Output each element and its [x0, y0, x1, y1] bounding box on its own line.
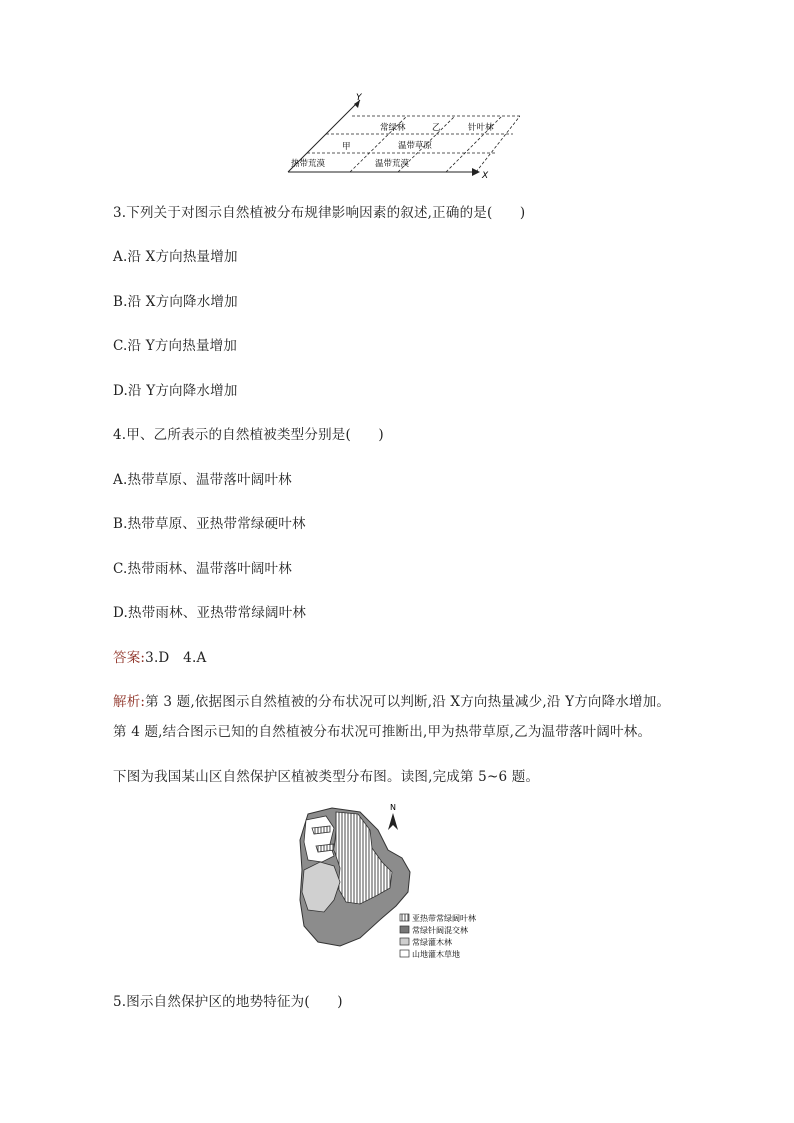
axis-x-label: X	[482, 171, 489, 180]
q3-option-b: B.沿 X方向降水增加	[113, 294, 238, 310]
answer-line	[113, 646, 206, 666]
cell-tropical-desert: 热带荒漠	[291, 159, 326, 169]
map-legend	[400, 913, 476, 959]
north-label: N	[390, 803, 396, 812]
legend-mixed: 常绿针阔混交林	[412, 926, 468, 935]
north-arrow-icon	[388, 813, 398, 830]
q3-option-d: D.沿 Y方向降水增加	[113, 383, 238, 399]
legend-broadleaf: 亚热带常绿阔叶林	[412, 914, 476, 923]
q4-option-a: A.热带草原、温带落叶阔叶林	[113, 472, 292, 488]
q4-stem: 4.甲、乙所表示的自然植被类型分别是( )	[113, 427, 384, 443]
legend-shrub: 常绿灌木林	[412, 938, 452, 947]
cell-yi: 乙	[432, 123, 441, 133]
region-shrub-grassland	[304, 816, 334, 862]
cell-evergreen: 常绿林	[380, 123, 406, 133]
intro-text: 下图为我国某山区自然保护区植被类型分布图。读图,完成第 5~6 题。	[113, 769, 540, 785]
analysis-text-1: 第 3 题,依据图示自然植被的分布状况可以判断,沿 X方向热量减少,沿 Y方向降水增加。	[145, 694, 671, 710]
q4-option-c: C.热带雨林、温带落叶阔叶林	[113, 561, 292, 577]
cell-temperate-desert: 温带荒漠	[375, 159, 410, 169]
answer-text: 3.D 4.A	[145, 650, 207, 666]
legend-grassland: 山地灌木草地	[412, 950, 460, 959]
analysis-line-2: 第 4 题,结合图示已知的自然植被分布状况可推断出,甲为热带草原,乙为温带落叶阔叶林。	[113, 724, 652, 740]
q3-option-a: A.沿 X方向热量增加	[113, 249, 238, 265]
axis-y-label: Y	[356, 93, 362, 103]
q3-stem: 3.下列关于对图示自然植被分布规律影响因素的叙述,正确的是( )	[113, 205, 526, 221]
analysis-label: 解析:	[113, 694, 146, 710]
reserve-vegetation-map	[290, 800, 510, 960]
cell-conifer: 针叶林	[468, 123, 494, 133]
q3-option-c: C.沿 Y方向热量增加	[113, 338, 238, 354]
q5-stem: 5.图示自然保护区的地势特征为( )	[113, 994, 343, 1010]
cell-temperate-grass: 温带草原	[398, 141, 433, 151]
q4-option-d: D.热带雨林、亚热带常绿阔叶林	[113, 605, 307, 621]
vegetation-grid-figure	[280, 88, 520, 180]
cell-jia: 甲	[342, 142, 351, 152]
q4-option-b: B.热带草原、亚热带常绿硬叶林	[113, 516, 306, 532]
analysis-line-1	[113, 690, 670, 710]
answer-label: 答案:	[113, 650, 146, 666]
